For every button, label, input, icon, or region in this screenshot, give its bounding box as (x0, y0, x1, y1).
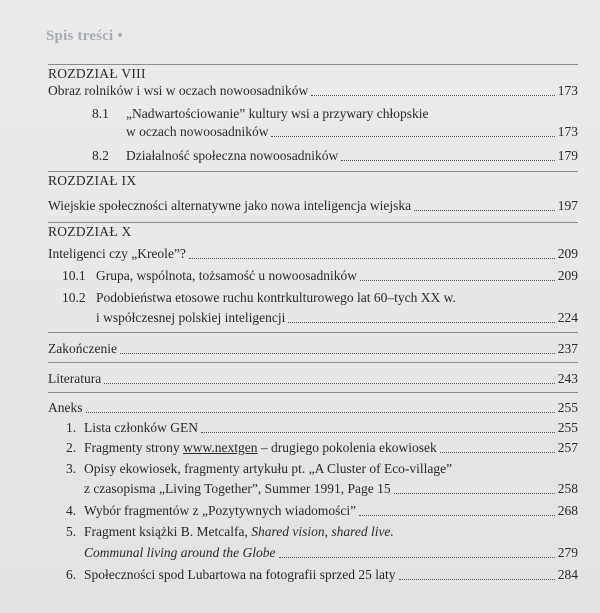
dot-leader (120, 353, 555, 354)
toc-entry-ending (48, 341, 578, 357)
page-number: 209 (557, 246, 578, 261)
toc-entry-ch10 (48, 246, 578, 262)
toc-entry-annex-6 (84, 567, 578, 583)
section-rule (48, 362, 578, 363)
dot-leader (360, 280, 555, 281)
page-number: 243 (557, 371, 578, 386)
entry-title: Lista członków GEN (84, 420, 198, 435)
entry-title-post: – drugiego pokolenia ekowiosek (257, 440, 437, 455)
entry-title: Obraz rolników i wsi w oczach nowoosadników (48, 83, 309, 98)
entry-title: Wybór fragmentów z „Pozytywnych wiadomości” (84, 503, 357, 518)
dot-leader (414, 210, 555, 211)
page-number: 279 (557, 545, 578, 560)
dot-leader (104, 383, 555, 384)
annex-number: 2. (66, 440, 77, 455)
page-number: 224 (557, 310, 578, 325)
entry-title: w oczach nowoosadników (126, 124, 269, 139)
annex-number: 4. (66, 503, 77, 518)
dot-leader (86, 412, 555, 413)
entry-title: Wiejskie społeczności alternatywne jako nowa inteligencja wiejska (48, 198, 412, 213)
book-title-italic: Shared vision, shared live. (251, 524, 394, 539)
dot-leader (399, 579, 555, 580)
dot-leader (271, 136, 554, 137)
chapter-8-label: ROZDZIAŁ VIII (48, 66, 146, 81)
page-number: 268 (557, 503, 578, 518)
toc-entry-annex-2 (84, 440, 578, 456)
toc-entry-8-1-line1: „Nadwartościowanie” kultury wsi a przywary chłopskie (126, 106, 429, 121)
page-number: 173 (557, 83, 578, 98)
running-header (46, 28, 123, 45)
page-number: 255 (557, 420, 578, 435)
toc-entry-annex-4 (84, 503, 578, 519)
header-title: Spis treści (46, 28, 114, 44)
dot-leader (311, 95, 555, 96)
dot-leader (440, 452, 555, 453)
annex-number: 5. (66, 524, 77, 539)
page-number: 173 (557, 124, 578, 139)
entry-title: Communal living around the Globe (84, 545, 276, 560)
toc-entry-annex (48, 400, 578, 416)
chapter-10-label: ROZDZIAŁ X (48, 224, 132, 239)
toc-entry-annex-5-line1 (84, 524, 394, 540)
page-number: 209 (557, 268, 578, 283)
entry-title: i współczesnej polskiej inteligencji (96, 310, 286, 325)
entry-title: Aneks (48, 400, 83, 415)
toc-entry-annex-3-line1: Opisy ekowiosek, fragmenty artykułu pt. „A Cluster of Eco-village” (84, 461, 453, 476)
section-rule (48, 171, 578, 172)
dot-leader (189, 258, 555, 259)
toc-entry-10-1 (96, 268, 578, 284)
section-number: 8.1 (92, 106, 109, 121)
toc-entry-annex-3 (84, 481, 578, 497)
chapter-9-label: ROZDZIAŁ IX (48, 173, 137, 188)
section-rule (48, 392, 578, 393)
page-number: 179 (557, 148, 578, 163)
header-bullet: • (117, 28, 123, 44)
annex-number: 1. (66, 420, 77, 435)
dot-leader (288, 322, 554, 323)
entry-title: Grupa, wspólnota, tożsamość u nowoosadników (96, 268, 357, 283)
section-number: 10.1 (62, 268, 86, 283)
entry-title: Społeczności spod Lubartowa na fotografii sprzed 25 laty (84, 567, 396, 582)
entry-title-pre: Fragmenty strony (84, 440, 183, 455)
dot-leader (201, 432, 555, 433)
entry-title: Inteligenci czy „Kreole”? (48, 246, 186, 261)
toc-entry-10-2-line1: Podobieństwa etosowe ruchu kontrkulturowego lat 60–tych XX w. (96, 290, 456, 305)
toc-entry-10-2 (96, 310, 578, 326)
page-number: 284 (557, 567, 578, 582)
toc-entry-annex-5 (84, 545, 578, 561)
nextgen-link: www.nextgen (183, 440, 258, 455)
entry-title: Zakończenie (48, 341, 117, 356)
toc-entry-literature (48, 371, 578, 387)
page-number: 255 (557, 400, 578, 415)
dot-leader (394, 493, 555, 494)
annex-number: 3. (66, 461, 77, 476)
section-number: 8.2 (92, 148, 109, 163)
dot-leader (359, 515, 555, 516)
page-number: 258 (557, 481, 578, 496)
page-number: 257 (557, 440, 578, 455)
section-rule (48, 64, 578, 65)
page-number: 237 (557, 341, 578, 356)
toc-entry-ch8 (48, 83, 578, 99)
toc-entry-annex-1 (84, 420, 578, 436)
entry-title: Literatura (48, 371, 102, 386)
section-rule (48, 222, 578, 223)
section-rule (48, 332, 578, 333)
toc-entry-ch9 (48, 198, 578, 214)
entry-title (84, 440, 437, 456)
entry-title: Działalność społeczna nowoosadników (126, 148, 339, 163)
page-number: 197 (557, 198, 578, 213)
toc-entry-8-1 (126, 124, 578, 140)
entry-title-pre: Fragment książki B. Metcalfa, (84, 524, 252, 539)
section-number: 10.2 (62, 290, 86, 305)
dot-leader (279, 557, 555, 558)
toc-entry-8-2 (126, 148, 578, 164)
annex-number: 6. (66, 567, 77, 582)
dot-leader (341, 160, 555, 161)
entry-title: z czasopisma „Living Together”, Summer 1991, Page 15 (84, 481, 391, 496)
